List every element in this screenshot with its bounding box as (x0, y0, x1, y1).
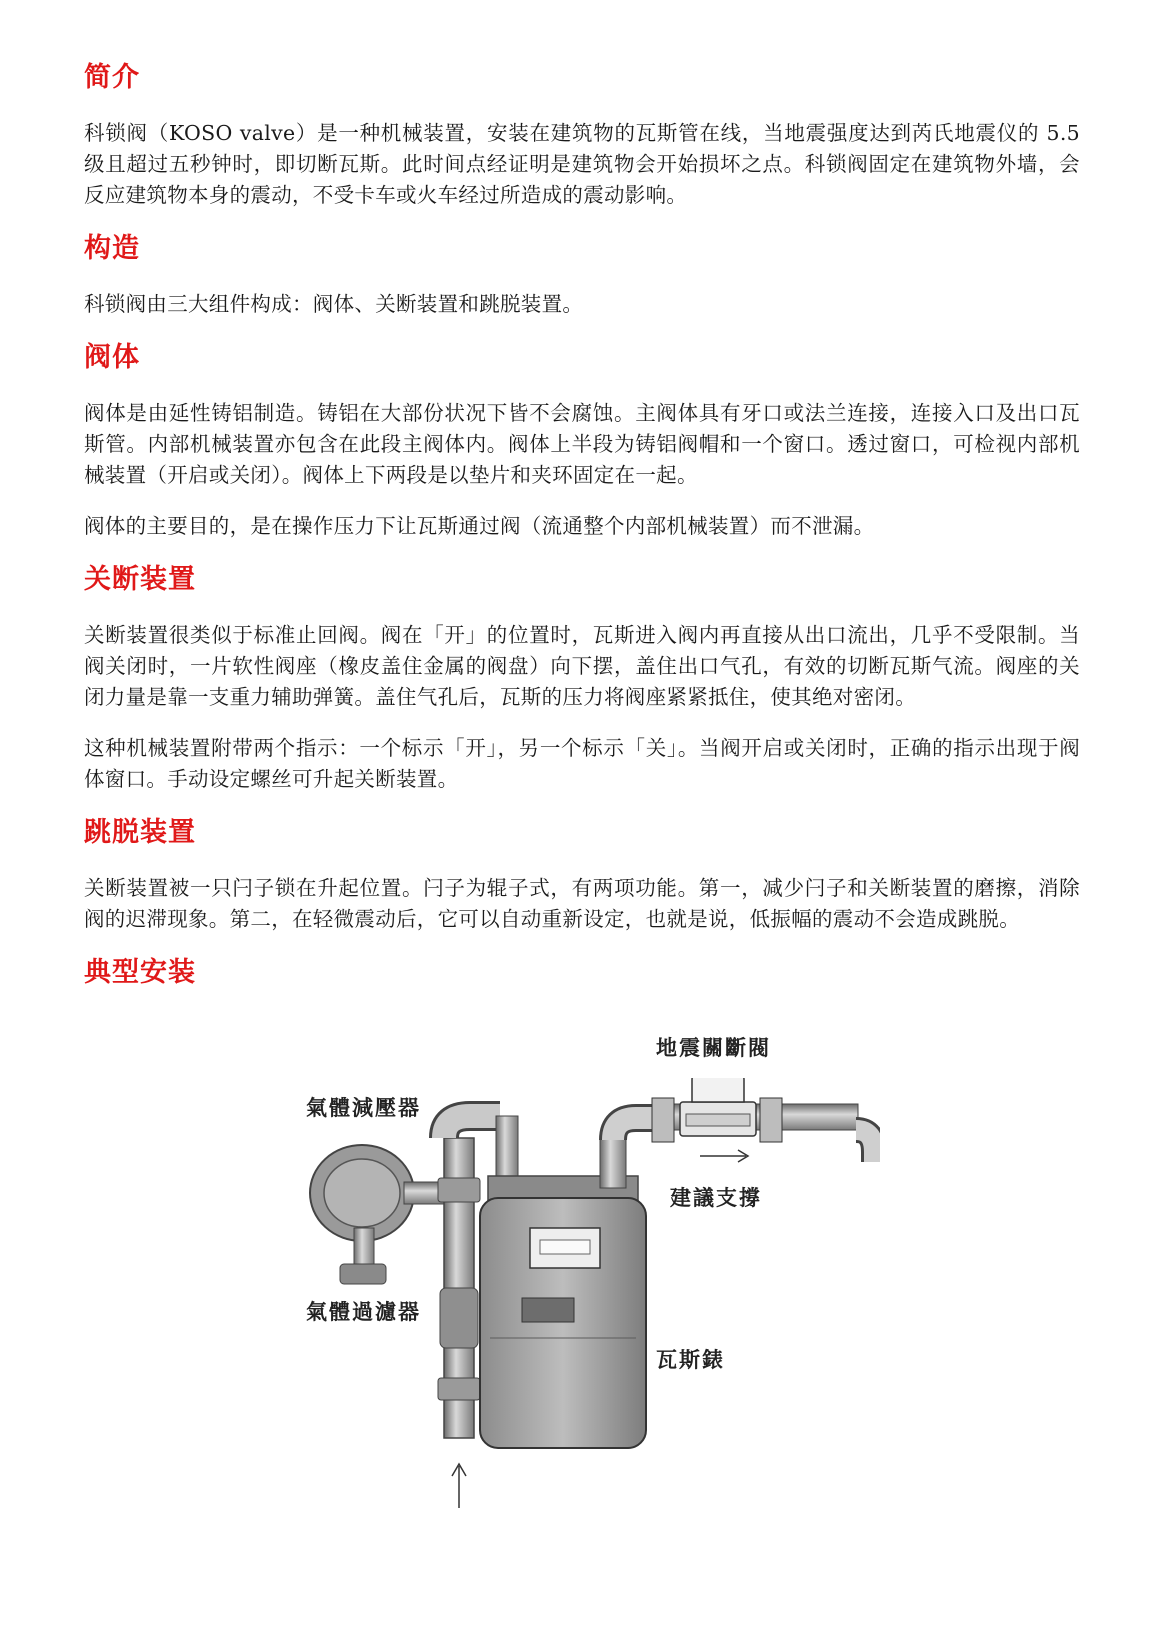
section-valve-body (84, 340, 1080, 542)
label-filter: 氣體過濾器 (306, 1300, 421, 1324)
heading-trip: 跳脱装置 (84, 817, 196, 848)
heading-shutoff: 关断装置 (84, 564, 196, 595)
heading-construction: 构造 (84, 233, 140, 264)
section-installation (84, 955, 1080, 991)
heading-intro: 简介 (84, 62, 140, 93)
shutoff-paragraph-2: 这种机械装置附带两个指示：一个标示「开」，另一个标示「关」。当阀开启或关闭时，正确的指示出现于阀体窗口。手动设定螺丝可升起关断装置。 (84, 736, 1080, 791)
shutoff-paragraph-1: 关断装置很类似于标准止回阀。阀在「开」的位置时，瓦斯进入阀内再直接从出口流出，几乎不受限制。当阀关闭时，一片软性阀座（橡皮盖住金属的阀盘）向下摆，盖住出口气孔，有效的切断瓦斯气流。阀座的关闭力量是靠一支重力辅助弹簧。盖住气孔后，瓦斯的压力将阀座紧紧抵住，使其绝对密闭。 (84, 623, 1080, 709)
label-regulator: 氣體減壓器 (306, 1096, 421, 1120)
support-arrow-icon (700, 1150, 748, 1162)
installation-diagram (300, 1036, 880, 1518)
valve-body-paragraph-2: 阀体的主要目的，是在操作压力下让瓦斯通过阀（流通整个内部机械装置）而不泄漏。 (84, 514, 875, 538)
inlet-arrow-icon (452, 1464, 466, 1508)
label-seismic-valve: 地震關斷閥 (656, 1036, 771, 1060)
trip-paragraph: 关断装置被一只闩子锁在升起位置。闩子为辊子式，有两项功能。第一，减少闩子和关断装置的磨擦，消除阀的迟滞现象。第二，在轻微震动后，它可以自动重新设定，也就是说，低振幅的震动不会造成跳脱。 (84, 876, 1080, 931)
seismic-valve-icon (652, 1078, 782, 1142)
intro-paragraph: 科锁阀（KOSO valve）是一种机械装置，安装在建筑物的瓦斯管在线，当地震强度达到芮氏地震仪的 5.5 级且超过五秒钟时，即切断瓦斯。此时间点经证明是建筑物会开始损坏之点。科锁阀固定在建筑物外墙，会反应建筑物本身的震动，不受卡车或火车经过所造成的震动影响。 (84, 121, 1080, 207)
regulator-icon (310, 1145, 444, 1284)
valve-body-paragraph-1: 阀体是由延性铸铝制造。铸铝在大部份状况下皆不会腐蚀。主阀体具有牙口或法兰连接，连接入口及出口瓦斯管。内部机械装置亦包含在此段主阀体内。阀体上半段为铸铝阀帽和一个窗口。透过窗口，可检视内部机械装置（开启或关闭）。阀体上下两段是以垫片和夹环固定在一起。 (84, 401, 1080, 487)
construction-paragraph: 科锁阀由三大组件构成：阀体、关断装置和跳脱装置。 (84, 292, 584, 316)
section-intro (84, 60, 1080, 211)
label-meter: 瓦斯錶 (656, 1348, 725, 1372)
section-trip (84, 815, 1080, 935)
section-shutoff (84, 562, 1080, 795)
section-construction (84, 231, 1080, 320)
gas-meter-icon (480, 1176, 646, 1448)
heading-valve-body: 阀体 (84, 342, 140, 373)
heading-installation: 典型安装 (84, 957, 196, 988)
label-support: 建議支撐 (670, 1186, 762, 1210)
document-page (84, 60, 1080, 1013)
